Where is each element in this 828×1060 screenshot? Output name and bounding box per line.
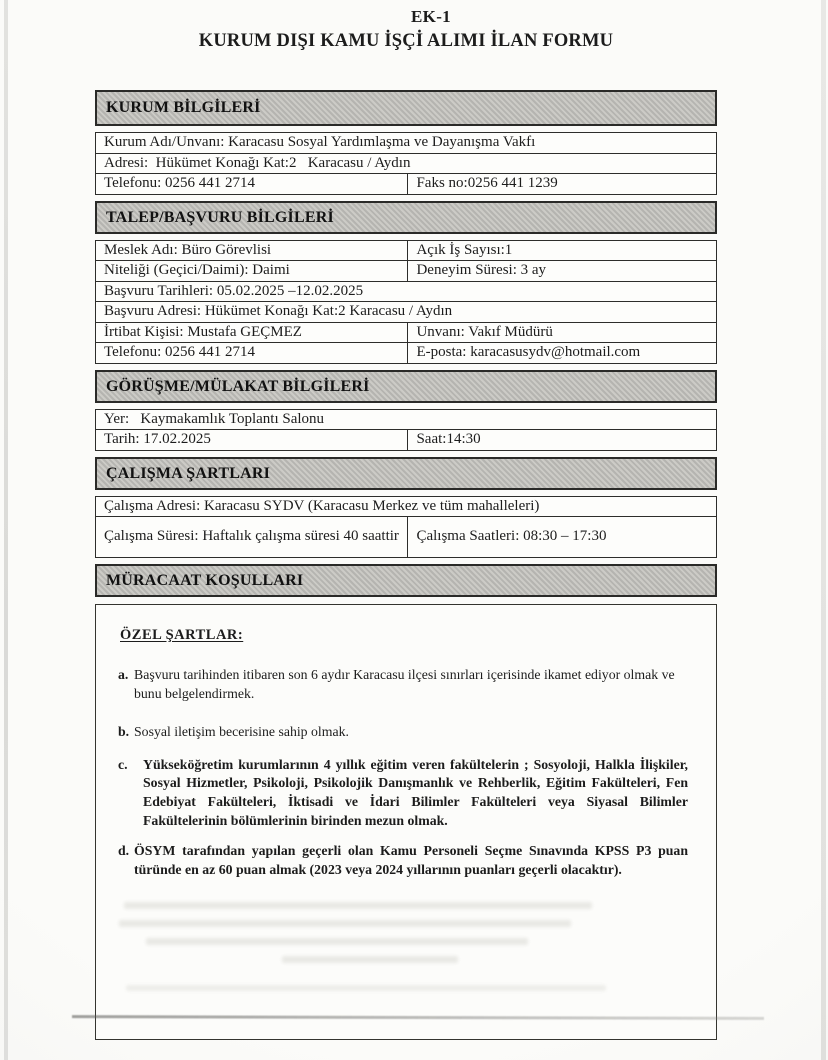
field-saat: Saat:14:30 [416, 431, 481, 447]
field-acik-is-sayisi: Açık İş Sayısı:1 [416, 241, 513, 258]
condition-item-d [118, 842, 694, 879]
field-basvuru-tarihleri: Başvuru Tarihleri: 05.02.2025 –12.02.2025 [104, 282, 364, 299]
table-row [96, 260, 716, 281]
condition-label: d. [118, 843, 130, 859]
field-faks: Faks no:0256 441 1239 [416, 175, 558, 191]
condition-item-c [118, 756, 694, 830]
section-rows-calisma [95, 496, 717, 559]
section-rows-gorusme [95, 409, 717, 451]
condition-item-a [118, 666, 694, 703]
condition-label: a. [118, 667, 129, 682]
form-title: KURUM DIŞI KAMU İŞÇİ ALIMI İLAN FORMU [198, 31, 614, 51]
field-adresi: Adresi: Hükümet Konağı Kat:2 Karacasu / Aydın [104, 154, 411, 171]
table-row [96, 322, 716, 343]
table-row [96, 497, 716, 517]
ghost-bleed-line [146, 938, 528, 945]
field-irtibat-kisisi: İrtibat Kişisi: Mustafa GEÇMEZ [96, 323, 408, 343]
table-row [96, 133, 716, 153]
section-header-calisma-sartlari: ÇALIŞMA ŞARTLARI [95, 457, 717, 490]
condition-item-b [118, 723, 694, 742]
table-row [96, 153, 716, 174]
table-row [96, 241, 716, 261]
field-kurum-adi: Kurum Adı/Unvanı: Karacasu Sosyal Yardımlaşma ve Dayanışma Vakfı [104, 134, 536, 150]
field-tarih: Tarih: 17.02.2025 [96, 430, 408, 450]
condition-text: Sosyal iletişim becerisine sahip olmak. [134, 724, 349, 740]
field-basvuru-adresi: Başvuru Adresi: Hükümet Konağı Kat:2 Karacasu / Aydın [104, 303, 453, 319]
table-row [96, 342, 716, 363]
section-header-gorusme-mulakat: GÖRÜŞME/MÜLAKAT BİLGİLERİ [95, 370, 717, 403]
field-niteligi: Niteliği (Geçici/Daimi): Daimi [96, 261, 408, 281]
section-header-talep-basvuru: TALEP/BAŞVURU BİLGİLERİ [95, 201, 717, 234]
condition-text: ÖSYM tarafından yapılan geçerli olan Kamu Personeli Seçme Sınavında KPSS P3 puan türünde en az 60 puan almak (2023 veya 2024 yıllarının puanları geçerli olacaktır). [134, 843, 688, 877]
field-calisma-suresi: Çalışma Süresi: Haftalık çalışma süresi 40 saattir [96, 517, 408, 557]
section-header-muracaat-kosullari: MÜRACAAT KOŞULLARI [95, 564, 717, 597]
ghost-bleed-line [282, 956, 458, 963]
field-telefonu: Telefonu: 0256 441 2714 [96, 174, 408, 194]
form-table [95, 90, 717, 1040]
ozel-sartlar-heading: ÖZEL ŞARTLAR: [120, 627, 244, 643]
section-rows-talep [95, 240, 717, 364]
ghost-bleed-line [119, 920, 571, 927]
field-calisma-adresi: Çalışma Adresi: Karacasu SYDV (Karacasu Merkez ve tüm mahalleleri) [104, 497, 540, 514]
table-row [96, 410, 716, 430]
table-row [96, 429, 716, 450]
paper-edge-right [821, 0, 826, 1060]
field-eposta: E-posta: karacasusydv@hotmail.com [416, 344, 641, 360]
table-row [96, 516, 716, 557]
ek-label: EK-1 [411, 7, 451, 26]
page-header [95, 7, 717, 52]
section-rows-kurum [95, 132, 717, 195]
field-yer: Yer: Kaymakamlık Toplantı Salonu [104, 410, 325, 427]
field-meslek-adi: Meslek Adı: Büro Görevlisi [96, 241, 408, 261]
condition-text: Başvuru tarihinden itibaren son 6 aydır Karacasu ilçesi sınırları içerisinde ikamet ediyor olmak ve bunu belgelendirmek. [134, 667, 675, 701]
table-row [96, 281, 716, 302]
ghost-bleed-line [124, 902, 592, 909]
field-calisma-saatleri: Çalışma Saatleri: 08:30 – 17:30 [416, 528, 607, 545]
muracaat-content-box [95, 604, 717, 1040]
paper-edge-left [4, 0, 8, 1060]
field-deneyim-suresi: Deneyim Süresi: 3 ay [416, 262, 547, 278]
conditions-list [118, 666, 694, 879]
section-header-kurum-bilgileri: KURUM BİLGİLERİ [95, 90, 717, 126]
table-row [96, 301, 716, 322]
condition-label: b. [118, 724, 130, 740]
condition-label: c. [118, 756, 128, 772]
table-row [96, 173, 716, 194]
ghost-bleed-line [126, 985, 606, 991]
field-telefonu-2: Telefonu: 0256 441 2714 [96, 343, 408, 363]
condition-text: Yükseköğretim kurumlarının 4 yıllık eğitim veren fakültelerin ; Sosyoloji, Halkla İlişkiler, Sosyal Hizmetler, Psikoloji, Psikolojik Danışmanlık ve Rehberlik, Eğitim Fakülteleri, Fen Edebiyat Fakülteleri, İktisadi ve İdari Bilimler Fakülteleri veya Siyasal Bilimler Fakültelerinin bölümlerinin birinden mezun olmak. [143, 756, 688, 828]
field-unvani: Unvanı: Vakıf Müdürü [416, 323, 553, 340]
